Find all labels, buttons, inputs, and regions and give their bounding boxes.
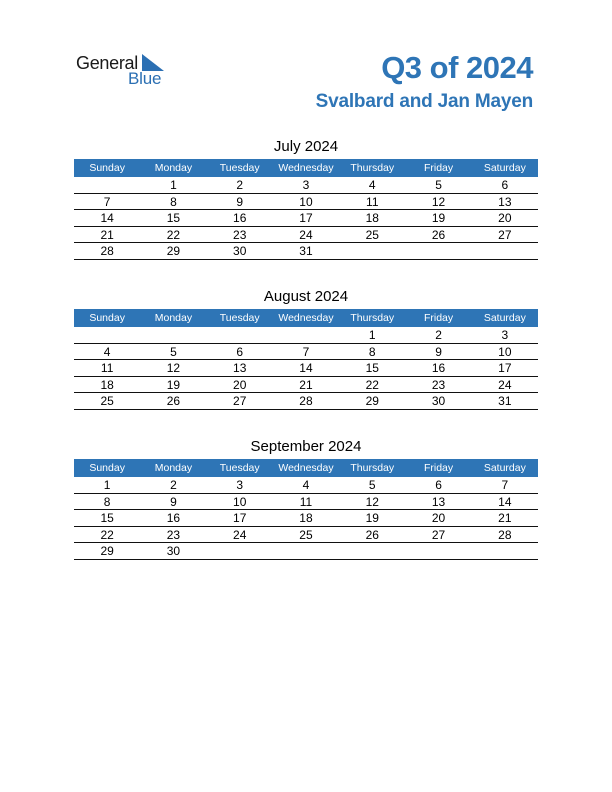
- day-cell: 11: [299, 494, 313, 509]
- day-cell: 22: [166, 227, 181, 242]
- day-cell: [405, 543, 471, 559]
- day-cell: 26: [166, 394, 181, 408]
- day-cell: 18: [365, 211, 379, 225]
- day-cell: 21: [498, 511, 512, 525]
- weekday-label: Tuesday: [219, 312, 260, 324]
- weekday-label: Saturday: [483, 312, 526, 324]
- day-cell: 3: [302, 178, 310, 192]
- region-title: Svalbard and Jan Mayen: [315, 91, 533, 112]
- day-cell: 28: [498, 527, 512, 542]
- weekday-label: Wednesday: [278, 462, 334, 474]
- weekday-label: Thursday: [350, 462, 395, 474]
- day-cell: 3: [236, 478, 244, 492]
- day-cell: 21: [100, 227, 114, 242]
- day-cell: 7: [302, 344, 310, 359]
- day-cell: 21: [299, 377, 313, 392]
- week-row: [74, 227, 538, 244]
- day-cell: 15: [365, 361, 379, 375]
- day-cell: 1: [368, 328, 376, 342]
- day-cell: 30: [233, 244, 247, 258]
- week-row: [74, 344, 538, 361]
- day-cell: 8: [170, 194, 177, 209]
- day-cell: 31: [299, 244, 313, 258]
- day-cell: 30: [431, 394, 446, 408]
- weekday-label: Saturday: [483, 462, 526, 474]
- week-rows: [74, 177, 538, 260]
- day-cell: 4: [368, 178, 376, 192]
- day-cell: 5: [435, 178, 442, 192]
- day-cell: [339, 543, 405, 559]
- day-cell: 18: [100, 377, 114, 392]
- day-cell: 24: [498, 377, 512, 392]
- day-cell: 1: [103, 478, 111, 492]
- day-cell: 23: [166, 527, 181, 542]
- week-row: [74, 527, 538, 544]
- day-cell: 6: [501, 178, 509, 192]
- day-cell: 14: [100, 211, 114, 225]
- quarter-title: Q3 of 2024: [381, 50, 533, 85]
- day-cell: [405, 243, 471, 259]
- day-cell: 3: [501, 328, 509, 342]
- day-cell: 5: [170, 344, 177, 359]
- day-cell: [273, 543, 339, 559]
- day-cell: 9: [236, 194, 244, 209]
- day-cell: 22: [100, 527, 114, 542]
- day-cell: 23: [233, 227, 247, 242]
- day-cell: 19: [166, 377, 181, 392]
- weekday-label: Sunday: [89, 312, 125, 324]
- weekday-header-row: [74, 159, 538, 177]
- day-cell: 17: [233, 511, 247, 525]
- day-cell: 16: [431, 361, 446, 375]
- logo-blue-text: Blue: [128, 69, 162, 88]
- day-cell: 27: [431, 527, 446, 542]
- day-cell: 8: [103, 494, 111, 509]
- day-cell: 16: [233, 211, 247, 225]
- day-cell: 25: [100, 394, 114, 408]
- day-cell: 18: [299, 511, 313, 525]
- day-cell: [207, 543, 273, 559]
- day-cell: 20: [233, 377, 247, 392]
- day-cell: [472, 543, 538, 559]
- day-cell: 19: [365, 511, 379, 525]
- logo-general-text: General: [76, 53, 138, 73]
- weekday-label: Wednesday: [278, 162, 334, 174]
- weekday-label: Sunday: [89, 462, 125, 474]
- week-row: [74, 360, 538, 377]
- day-cell: 29: [100, 544, 114, 558]
- weekday-header-row: [74, 459, 538, 477]
- day-cell: 17: [299, 211, 313, 225]
- day-cell: 24: [299, 227, 313, 242]
- week-rows: [74, 327, 538, 410]
- week-row: [74, 477, 538, 494]
- day-cell: 5: [368, 478, 376, 492]
- day-cell: 13: [431, 494, 446, 509]
- week-row: [74, 377, 538, 394]
- weekday-label: Sunday: [89, 162, 125, 174]
- weekday-header-row: [74, 309, 538, 327]
- day-cell: 22: [365, 377, 379, 392]
- day-cell: 29: [166, 244, 181, 258]
- day-cell: 14: [299, 361, 313, 375]
- weekday-label: Monday: [154, 462, 193, 474]
- day-cell: 25: [299, 527, 313, 542]
- month-title: September 2024: [250, 438, 362, 455]
- weekday-label: Tuesday: [219, 162, 260, 174]
- day-cell: 8: [368, 344, 376, 359]
- week-row: [74, 210, 538, 227]
- day-cell: 26: [365, 527, 379, 542]
- day-cell: 31: [498, 394, 512, 408]
- day-cell: [74, 177, 140, 193]
- day-cell: [339, 243, 405, 259]
- day-cell: [472, 243, 538, 259]
- day-cell: 4: [103, 344, 111, 359]
- month-calendar-august: [74, 286, 538, 410]
- week-row: [74, 177, 538, 194]
- day-cell: [207, 327, 273, 343]
- day-cell: 15: [166, 211, 181, 225]
- weekday-label: Monday: [154, 162, 193, 174]
- day-cell: 10: [299, 194, 313, 209]
- month-calendar-july: [74, 136, 538, 260]
- day-cell: 2: [170, 478, 177, 492]
- day-cell: 12: [365, 494, 379, 509]
- day-cell: 17: [498, 361, 512, 375]
- weekday-label: Friday: [423, 462, 454, 474]
- day-cell: 25: [365, 227, 379, 242]
- week-row: [74, 494, 538, 511]
- day-cell: 20: [431, 511, 446, 525]
- day-cell: [140, 327, 206, 343]
- weekday-label: Thursday: [350, 162, 395, 174]
- day-cell: 24: [233, 527, 247, 542]
- month-title: August 2024: [263, 288, 349, 305]
- weekday-label: Monday: [154, 312, 193, 324]
- day-cell: [74, 327, 140, 343]
- day-cell: 28: [100, 244, 114, 258]
- day-cell: 4: [302, 478, 310, 492]
- weekday-label: Friday: [423, 162, 454, 174]
- week-rows: [74, 477, 538, 560]
- generalblue-logo: [76, 53, 176, 89]
- day-cell: 2: [236, 178, 244, 192]
- day-cell: 9: [170, 494, 177, 509]
- day-cell: 7: [103, 194, 111, 209]
- weekday-label: Saturday: [483, 162, 526, 174]
- weekday-label: Friday: [423, 312, 454, 324]
- day-cell: 11: [366, 194, 379, 209]
- day-cell: 16: [166, 511, 181, 525]
- day-cell: 15: [100, 511, 114, 525]
- week-row: [74, 393, 538, 410]
- day-cell: 29: [365, 394, 379, 408]
- week-row: [74, 243, 538, 260]
- day-cell: 13: [498, 194, 512, 209]
- day-cell: 27: [498, 227, 512, 242]
- day-cell: 19: [431, 211, 446, 225]
- day-cell: 30: [166, 544, 181, 558]
- day-cell: 1: [170, 178, 177, 192]
- day-cell: 23: [431, 377, 446, 392]
- week-row: [74, 543, 538, 560]
- day-cell: 13: [233, 361, 247, 375]
- week-row: [74, 510, 538, 527]
- month-title: July 2024: [273, 138, 339, 155]
- day-cell: [273, 327, 339, 343]
- week-row: [74, 327, 538, 344]
- day-cell: 28: [299, 394, 313, 408]
- month-calendar-september: [74, 436, 538, 560]
- day-cell: 6: [236, 344, 244, 359]
- day-cell: 20: [498, 211, 512, 225]
- day-cell: 27: [233, 394, 247, 408]
- week-row: [74, 194, 538, 211]
- day-cell: 12: [431, 194, 446, 209]
- day-cell: 2: [435, 328, 442, 342]
- weekday-label: Tuesday: [219, 462, 260, 474]
- day-cell: 11: [100, 361, 114, 375]
- weekday-label: Wednesday: [278, 312, 334, 324]
- day-cell: 10: [498, 344, 512, 359]
- day-cell: 7: [501, 478, 509, 492]
- day-cell: 6: [435, 478, 442, 492]
- day-cell: 14: [498, 494, 512, 509]
- weekday-label: Thursday: [350, 312, 395, 324]
- day-cell: 12: [166, 361, 181, 375]
- day-cell: 26: [431, 227, 446, 242]
- day-cell: 10: [233, 494, 247, 509]
- day-cell: 9: [435, 344, 442, 359]
